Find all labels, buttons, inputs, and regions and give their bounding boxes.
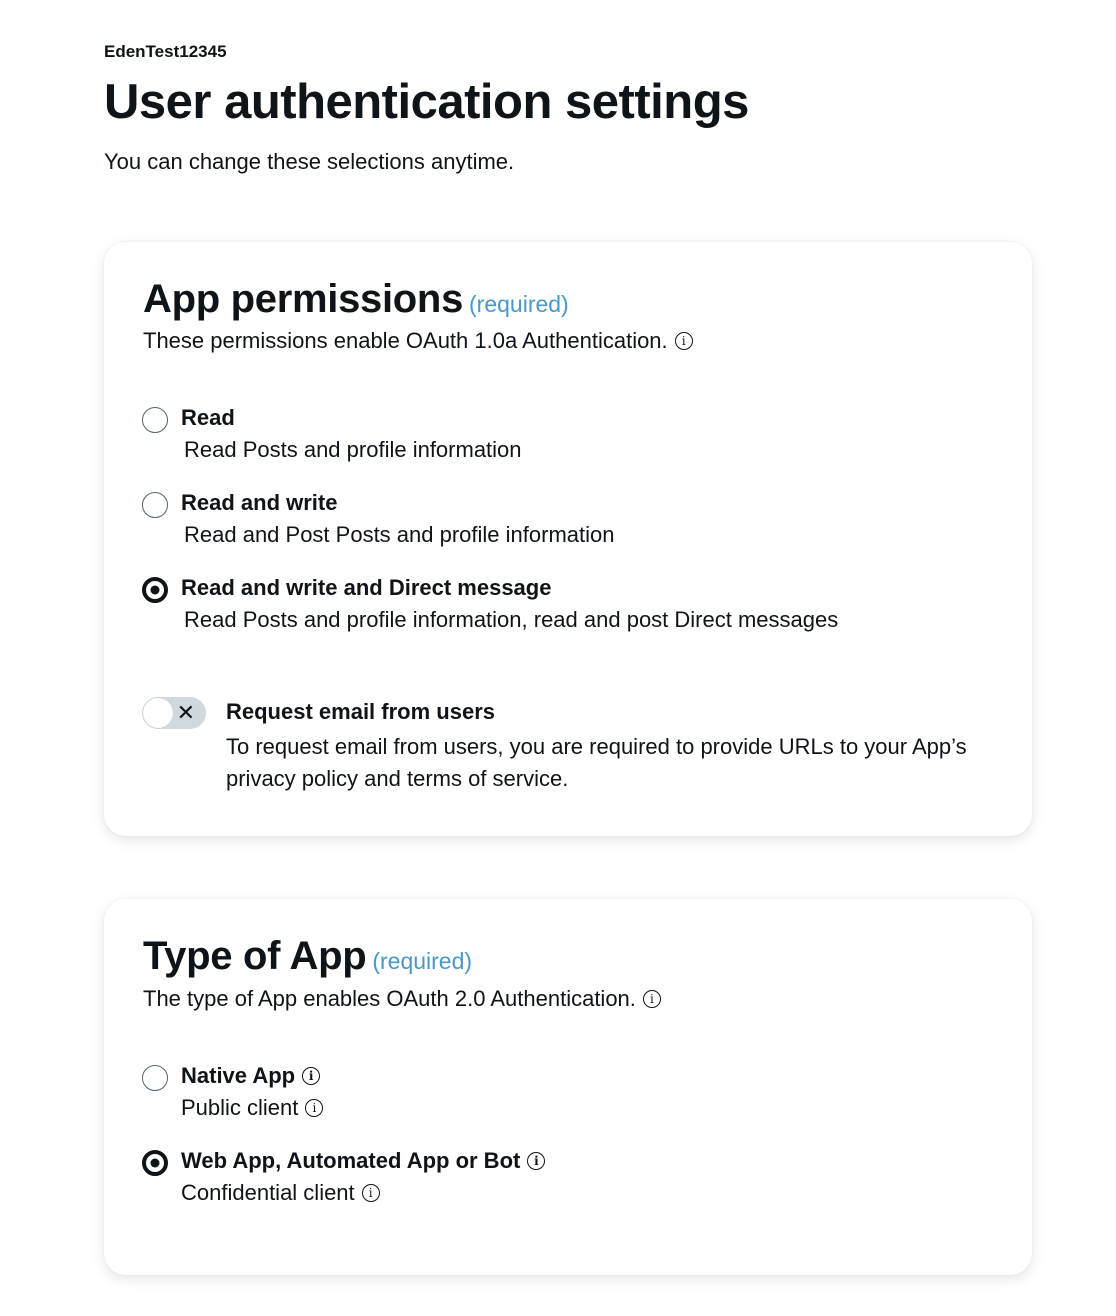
info-icon[interactable]: i bbox=[362, 1184, 380, 1202]
type-of-app-card bbox=[104, 899, 1032, 1275]
app-permissions-title: App permissions bbox=[143, 277, 464, 321]
option-label: Read and write and Direct message bbox=[181, 575, 552, 600]
radio-button[interactable] bbox=[142, 407, 168, 433]
option-label: Web App, Automated App or Bot bbox=[181, 1148, 521, 1173]
request-email-toggle[interactable] bbox=[142, 697, 206, 729]
option-label: Native App bbox=[181, 1063, 296, 1088]
radio-button-selected[interactable] bbox=[142, 1150, 168, 1176]
type-of-app-description-text: The type of App enables OAuth 2.0 Authentication. bbox=[143, 986, 636, 1011]
option-description: Read Posts and profile information, read and post Direct messages bbox=[184, 607, 839, 632]
radio-button[interactable] bbox=[142, 1065, 168, 1091]
option-description: Read Posts and profile information bbox=[184, 437, 522, 462]
info-icon[interactable]: i bbox=[675, 332, 693, 350]
option-description: Public client bbox=[181, 1095, 299, 1120]
option-label-row bbox=[181, 1063, 320, 1089]
option-label: Read bbox=[181, 405, 235, 430]
toggle-knob bbox=[143, 698, 173, 728]
type-of-app-heading bbox=[143, 934, 472, 979]
required-label: (required) bbox=[469, 291, 569, 317]
app-permissions-description bbox=[143, 328, 693, 354]
info-icon[interactable]: i bbox=[302, 1067, 320, 1085]
page-title: User authentication settings bbox=[104, 75, 749, 129]
required-label: (required) bbox=[372, 948, 473, 974]
request-email-label: Request email from users bbox=[226, 699, 495, 724]
page-subtitle: You can change these selections anytime. bbox=[104, 149, 515, 174]
app-permissions-description-text: These permissions enable OAuth 1.0a Authentication. bbox=[143, 328, 668, 353]
close-icon: ✕ bbox=[176, 700, 195, 725]
radio-button[interactable] bbox=[142, 492, 168, 518]
option-description-row bbox=[181, 1095, 323, 1121]
request-email-description: To request email from users, you are required to provide URLs to your App’s privacy policy and terms of service. bbox=[226, 734, 967, 791]
radio-button-selected[interactable] bbox=[142, 577, 168, 603]
option-description: Confidential client bbox=[181, 1180, 355, 1205]
option-label: Read and write bbox=[181, 490, 338, 515]
info-icon[interactable]: i bbox=[305, 1099, 323, 1117]
app-name: EdenTest12345 bbox=[104, 42, 227, 61]
option-label-row bbox=[181, 1148, 545, 1174]
type-of-app-description bbox=[143, 986, 661, 1012]
option-description-row bbox=[181, 1180, 380, 1206]
app-permissions-heading bbox=[143, 277, 569, 322]
info-icon[interactable]: i bbox=[643, 990, 661, 1008]
info-icon[interactable]: i bbox=[527, 1152, 545, 1170]
app-permissions-card bbox=[104, 242, 1032, 836]
type-of-app-title: Type of App bbox=[143, 934, 367, 978]
option-description: Read and Post Posts and profile information bbox=[184, 522, 615, 547]
